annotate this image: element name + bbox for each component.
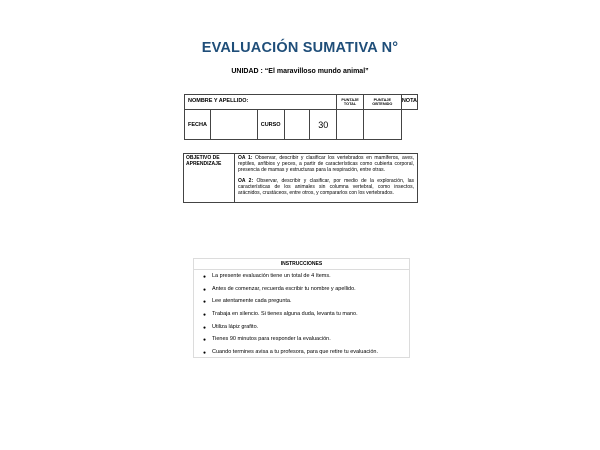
- instruction-item: ● Antes de comenzar, recuerda escribir tu nombre y apellido.: [203, 285, 356, 293]
- bullet-icon: ●: [203, 324, 207, 331]
- objective-1: OA 1: Observar, describir y clasificar los vertebrados en mamíferos, aves, reptiles, anfibios y peces, a partir de características como cubierta corporal, presencia de mamas y estructuras para la respiración, entre otras.: [238, 155, 414, 173]
- grade-label: NOTA: [401, 95, 417, 110]
- bullet-icon: ●: [203, 312, 207, 319]
- instructions-box: [193, 258, 410, 358]
- document-title: EVALUACIÓN SUMATIVA N°: [201, 40, 399, 56]
- instruction-item: ● Utiliza lápiz grafito.: [203, 323, 259, 331]
- instructions-list: [194, 270, 409, 361]
- unit-subtitle: UNIDAD : “El maravilloso mundo animal”: [231, 68, 369, 75]
- instruction-item: ● La presente evaluación tiene un total de 4 ítems.: [203, 273, 331, 280]
- total-score-value: 30: [310, 110, 337, 140]
- obtained-score-field[interactable]: [337, 110, 364, 140]
- bullet-icon: ●: [203, 350, 207, 357]
- instruction-item: ● Trabaja en silencio. Si tienes alguna duda, levanta tu mano.: [203, 311, 358, 319]
- course-field[interactable]: [284, 110, 310, 140]
- student-info-table: [184, 94, 418, 140]
- bullet-icon: ●: [203, 337, 207, 344]
- bullet-icon: ●: [203, 274, 207, 280]
- objectives-label: OBJETIVO DE APRENDIZAJE: [184, 154, 235, 203]
- objective-2: OA 2: Observar, describir y clasificar, por medio de la exploración, las características de los animales sin columna vertebral, como insectos, arácnidos, crustáceos, entre otros, y compararlos con los vertebrados.: [238, 178, 414, 196]
- instruction-item: ● Tienes 90 minutos para responder la evaluación.: [203, 336, 331, 344]
- date-label: FECHA: [185, 110, 211, 140]
- date-field[interactable]: [210, 110, 257, 140]
- grade-field[interactable]: [363, 110, 401, 140]
- name-label: NOMBRE Y APELLIDO:: [185, 95, 337, 110]
- objectives-content: [235, 154, 418, 203]
- instruction-item: ● Lee atentamente cada pregunta.: [203, 298, 292, 306]
- instructions-heading: INSTRUCCIONES: [194, 259, 409, 270]
- learning-objectives-table: [183, 153, 418, 203]
- bullet-icon: ●: [203, 286, 207, 293]
- bullet-icon: ●: [203, 299, 207, 306]
- course-label: CURSO: [257, 110, 284, 140]
- total-score-label: PUNTAJE TOTAL: [337, 95, 364, 110]
- instruction-item: ● Cuando termines avisa a tu profesora, para que retire tu evaluación.: [203, 349, 379, 357]
- obtained-score-label: PUNTAJE OBTENIDO: [363, 95, 401, 110]
